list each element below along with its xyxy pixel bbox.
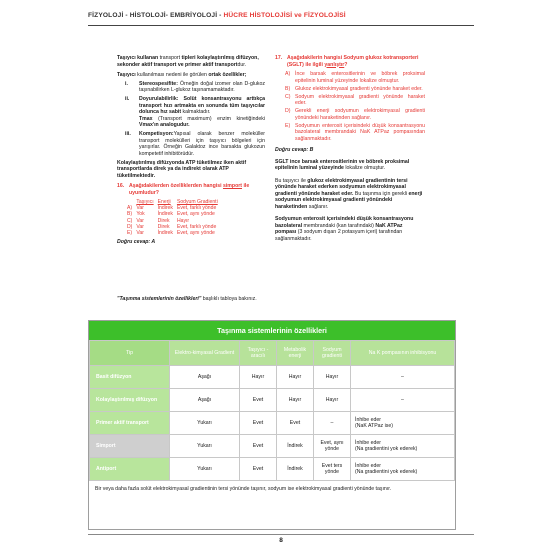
paragraph-sglt-gradient: Bu taşıyıcı ile glukoz elektrokimyasal gradientinin tersi yönünde haraket ederken sodyumun elektrokimyasal gradienti yönünde haraket eder. Bu taşınma için gerekli enerji sodyumun elektrokimyasal gradienti yönündeki haraketinden sağlanır. <box>275 177 423 210</box>
list-item: iii. Kompetisyon:Yapısal olarak benzer moleküller transport molekülleri için taşıyıcı bölgeleri için yarışırlar. Örneğin Galaktoz ince barsakta glukozun kompetetif inhibitörüdür. <box>125 131 265 157</box>
option-row: B) Yok İndirek Evet, aynı yönde <box>127 211 215 218</box>
list-item: i. Stereospesifite: Örneğin doğal izomer olan D-glukoz taşınabilirken L-glukoz taşınamamaktadır. <box>125 80 265 93</box>
paragraph-atp: Kolaylaştırılmış difüzyonda ATP tüketilmez iken aktif transportlarda direk ya da indirekt olarak ATP tüketilmektedir. <box>117 159 247 179</box>
header-divider <box>88 25 474 26</box>
table-header-row <box>90 341 455 366</box>
column-header: Na K pompasının inhibisyonu <box>351 341 455 366</box>
option-item: E) Sodyumun enterosit içerisindeki düşük konsantrasyonu bazolateral membrandaki NaK ATPaz pompasından sağlanmaktadır. <box>285 122 425 142</box>
table-row: Kolaylaştırılmış difüzyon Aşağı Evet Hayır Hayır – <box>90 389 455 412</box>
option-row: D) Var Direk Evet, farklı yönde <box>127 223 217 230</box>
list-item: ii. Doyurulabilirlik: Solüt konsantrasyonu arttıkça transport hızı artmakta en sonunda tüm taşıyıcılar dolunca hız sabit kalmaktadır. Tmax (Transport maximum) enzim kinetiğindeki Vmax'ın analogudur. <box>125 96 265 128</box>
option-item: C) Sodyum elektrokimyasal gradienti yönünde haraket eder. <box>285 93 425 106</box>
paragraph-nak-pump: Sodyumun enterosit içerisindeki düşük konsantrasyonu bazolateral membrandaki (kan tarafındaki) NaK ATPaz pompası (3 sodyum dışarı 2 potasyum içeri) tarafından sağlanmaktadır. <box>275 216 414 242</box>
table-footnote: Bir veya daha fazla solüt elektrokimyasal gradientinin tersi yönünde taşınır, sodyum ise elektrokimyasal gradienti yönünde taşınır. <box>95 486 392 492</box>
question-16-answer: Doğru cevap: A <box>117 239 156 246</box>
transport-systems-table-box <box>88 320 456 530</box>
table-row: Simport Yukarı Evet İndirek Evet, aynı yönde İnhibe eder (Na gradientini yok ederek) <box>90 435 455 458</box>
question-16-options <box>127 199 222 236</box>
option-row: A) Var İndirek Evet, farklı yönde <box>127 205 217 212</box>
column-header: Sodyum gradienti <box>314 341 351 366</box>
option-item: B) Glukoz elektrokimyasal gradienti yönünde haraket eder. <box>285 85 423 92</box>
column-header: Tip <box>90 341 170 366</box>
option-row: C) Var Direk Hayır <box>127 217 190 224</box>
option-item: A) İnce barsak enterositlerinin ve böbrek proksimal epitelinin luminal yüzeyinde lokalize olmuştur. <box>285 71 425 84</box>
table-row: Basit difüzyon Aşağı Hayır Hayır Hayır – <box>90 366 455 389</box>
row-type: Kolaylaştırılmış difüzyon <box>90 389 170 412</box>
left-column <box>117 55 265 251</box>
table-row: Primer aktif transport Yukarı Evet Evet – İnhibe eder (NaK ATPaz ise) <box>90 412 455 435</box>
feature-list <box>125 81 265 158</box>
footer-divider <box>88 534 474 535</box>
table-row: Antiport Yukarı Evet İndirek Evet ters yönde İnhibe eder (Na gradientini yok ederek) <box>90 458 455 481</box>
question-17-answer: Doğru cevap: B <box>275 147 314 153</box>
page-number: 8 <box>279 537 283 544</box>
header-subject: FİZYOLOJİ - HİSTOLOJİ- EMBRİYOLOJİ - <box>88 12 224 19</box>
row-type: Primer aktif transport <box>90 412 170 435</box>
question-17-title: 17. Aşağıdakilerin hangisi Sodyum glukoz kotransporteri (SGLT) ile ilgili yanlıştır? <box>275 55 419 68</box>
paragraph-carrier-transport: Taşıyıcı kullanan transport tipleri kolaylaştırılmış difüzyon, sekonder aktif transport ve primer aktif transportdur. <box>117 55 259 68</box>
column-header: Metabolik enerji <box>277 341 314 366</box>
paragraph-common-features: Taşıyıcı kullanılması nedeni ile görülen ortak özellikler; <box>117 72 247 78</box>
table-reference: "Taşınma sistemlerinin özellikleri" başlıklı tabloya bakınız. <box>117 296 257 302</box>
row-type: Basit difüzyon <box>90 366 170 389</box>
row-type: Simport <box>90 435 170 458</box>
transport-systems-table <box>89 340 455 481</box>
table-title: Taşınma sistemlerinin özellikleri <box>89 321 455 340</box>
question-17-options <box>285 71 425 142</box>
row-type: Antiport <box>90 458 170 481</box>
column-header: Elektro-kimyasal Gradient <box>170 341 240 366</box>
option-row: E) Var İndirek Evet, aynı yönde <box>127 230 215 237</box>
option-item: D) Gerekli enerji sodyumun elektrokimyasal gradienti yönündeki haraketinden sağlanır. <box>285 108 425 121</box>
paragraph-sglt-location: SGLT ince barsak enterositlerinin ve böbrek proksimal epitelinin luminal yüzeyinde lokalize olmuştur. <box>275 158 410 171</box>
options-header: Taşıyıcı Enerji Sodyum Gradienti <box>136 199 218 205</box>
right-column <box>275 55 425 246</box>
header-chapter: HÜCRE HİSTOLOJİSİ ve FİZYOLOJİSİ <box>223 12 346 19</box>
column-header: Taşıyıcı - aracılı <box>240 341 277 366</box>
question-16-title: 16. Aşağıdakilerden özelliklerden hangisi simport ile uyumludur? <box>117 183 250 196</box>
